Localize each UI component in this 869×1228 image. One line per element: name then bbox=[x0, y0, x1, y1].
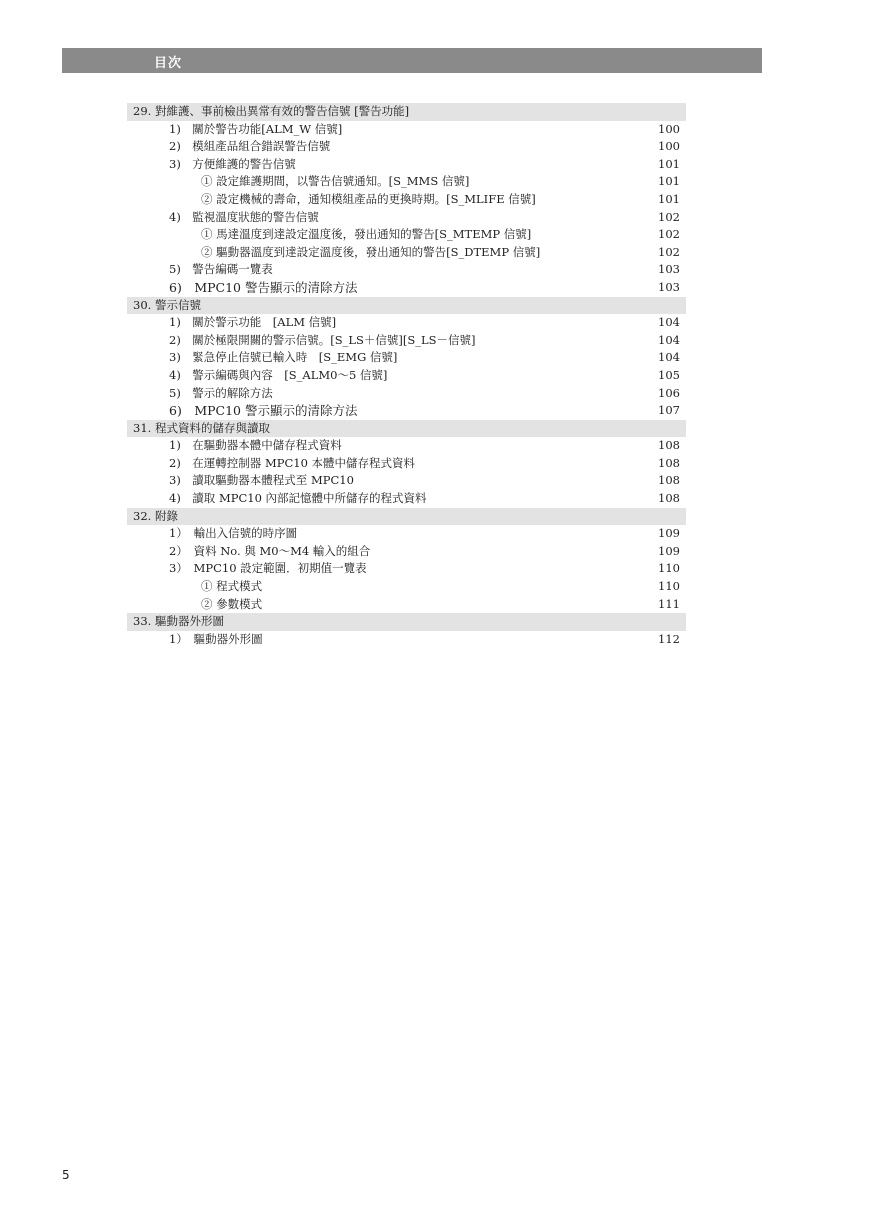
toc-entry-title: 1） 驅動器外形圖 bbox=[169, 631, 263, 646]
toc-entry-page: 108 bbox=[658, 455, 680, 470]
toc-entry-page: 110 bbox=[658, 579, 680, 594]
toc-entry-title: 1) 在驅動器本體中儲存程式資料 bbox=[169, 438, 342, 453]
toc-entry-title: 4) 警示編碼與內容 [S_ALM0～5 信號] bbox=[169, 367, 388, 382]
toc-entry-title: 3) 讀取驅動器本體程式至 MPC10 bbox=[169, 473, 354, 488]
toc-entry-title: ② 設定機械的壽命，通知模組產品的更換時期。[S_MLIFE 信號] bbox=[201, 191, 536, 206]
toc-entry[interactable] bbox=[127, 314, 686, 332]
toc-entry[interactable] bbox=[127, 261, 686, 279]
toc-entry-page: 104 bbox=[658, 350, 680, 365]
toc-section-heading[interactable]: 31. 程式資料的儲存與讀取 bbox=[127, 420, 686, 438]
toc-entry[interactable] bbox=[127, 631, 686, 649]
toc-entry-title: 1) 關於警告功能[ALM_W 信號] bbox=[169, 121, 343, 136]
toc-entry-title: 6) MPC10 警示顯示的清除方法 bbox=[169, 403, 358, 419]
toc-entry-page: 106 bbox=[658, 385, 680, 400]
toc-entry-page: 110 bbox=[658, 561, 680, 576]
toc-entry[interactable] bbox=[127, 472, 686, 490]
toc-entry[interactable] bbox=[127, 437, 686, 455]
toc-entry-title: 6) MPC10 警告顯示的清除方法 bbox=[169, 279, 358, 295]
toc-entry[interactable] bbox=[127, 173, 686, 191]
toc-entry-title: ② 參數模式 bbox=[201, 596, 263, 611]
toc-entry[interactable] bbox=[127, 226, 686, 244]
toc-entry[interactable] bbox=[127, 156, 686, 174]
toc-entry-title: 3) 緊急停止信號已輸入時 [S_EMG 信號] bbox=[169, 350, 398, 365]
toc-entry-page: 109 bbox=[658, 526, 680, 541]
table-of-contents bbox=[127, 103, 686, 648]
toc-entry[interactable] bbox=[127, 596, 686, 614]
toc-entry-title: 3） MPC10 設定範圍．初期值一覽表 bbox=[169, 561, 367, 576]
toc-entry[interactable] bbox=[127, 525, 686, 543]
toc-entry-page: 102 bbox=[658, 209, 680, 224]
toc-entry-title: 5) 警示的解除方法 bbox=[169, 385, 273, 400]
toc-entry-page: 100 bbox=[658, 121, 680, 136]
toc-entry[interactable] bbox=[127, 121, 686, 139]
toc-entry-page: 101 bbox=[658, 191, 680, 206]
toc-entry[interactable] bbox=[127, 385, 686, 403]
toc-entry-title: 5) 警告編碼一覽表 bbox=[169, 262, 273, 277]
toc-entry[interactable] bbox=[127, 455, 686, 473]
toc-entry-page: 108 bbox=[658, 438, 680, 453]
toc-entry-title: 2) 模組產品組合錯誤警告信號 bbox=[169, 139, 331, 154]
toc-entry-title: 4) 讀取 MPC10 內部記憶體中所儲存的程式資料 bbox=[169, 491, 427, 506]
toc-entry[interactable] bbox=[127, 578, 686, 596]
toc-entry-title: 4) 監視溫度狀態的警告信號 bbox=[169, 209, 319, 224]
toc-entry[interactable] bbox=[127, 402, 686, 420]
toc-section-heading[interactable]: 29. 對維護、事前檢出異常有效的警告信號 [警告功能] bbox=[127, 103, 686, 121]
toc-entry-title: 2） 資料 No. 與 M0～M4 輸入的組合 bbox=[169, 543, 371, 558]
toc-entry-title: 1) 關於警示功能 [ALM 信號] bbox=[169, 315, 337, 330]
toc-entry-title: 3) 方便維護的警告信號 bbox=[169, 156, 296, 171]
toc-entry-title: 2) 關於極限開關的警示信號。[S_LS＋信號][S_LS－信號] bbox=[169, 332, 476, 347]
toc-entry-page: 111 bbox=[658, 596, 680, 611]
toc-section-heading[interactable]: 33. 驅動器外形圖 bbox=[127, 613, 686, 631]
toc-entry[interactable] bbox=[127, 332, 686, 350]
toc-entry-page: 112 bbox=[658, 631, 680, 646]
toc-entry-title: ① 設定維護期間，以警告信號通知。[S_MMS 信號] bbox=[201, 174, 470, 189]
toc-entry[interactable] bbox=[127, 490, 686, 508]
toc-entry[interactable] bbox=[127, 279, 686, 297]
toc-entry-page: 105 bbox=[658, 367, 680, 382]
header-title: 目次 bbox=[154, 56, 183, 71]
toc-entry-page: 103 bbox=[658, 279, 680, 294]
toc-entry-page: 102 bbox=[658, 244, 680, 259]
toc-entry[interactable] bbox=[127, 367, 686, 385]
toc-entry-page: 108 bbox=[658, 491, 680, 506]
toc-entry[interactable] bbox=[127, 138, 686, 156]
toc-entry[interactable] bbox=[127, 543, 686, 561]
toc-entry-page: 103 bbox=[658, 262, 680, 277]
header-bar bbox=[62, 48, 762, 73]
toc-entry-page: 104 bbox=[658, 315, 680, 330]
toc-entry-page: 108 bbox=[658, 473, 680, 488]
toc-entry[interactable] bbox=[127, 191, 686, 209]
toc-entry-title: ② 驅動器溫度到達設定溫度後，發出通知的警告[S_DTEMP 信號] bbox=[201, 244, 541, 259]
toc-entry[interactable] bbox=[127, 349, 686, 367]
toc-entry-title: 2) 在運轉控制器 MPC10 本體中儲存程式資料 bbox=[169, 455, 416, 470]
toc-entry-page: 101 bbox=[658, 174, 680, 189]
toc-entry-title: ① 程式模式 bbox=[201, 579, 263, 594]
toc-entry-title: 1） 輸出入信號的時序圖 bbox=[169, 526, 298, 541]
toc-entry-page: 104 bbox=[658, 332, 680, 347]
toc-entry-page: 107 bbox=[658, 403, 680, 418]
toc-entry[interactable] bbox=[127, 560, 686, 578]
page-number: 5 bbox=[62, 1168, 70, 1182]
toc-entry-page: 109 bbox=[658, 543, 680, 558]
toc-entry[interactable] bbox=[127, 209, 686, 227]
toc-section-heading[interactable]: 30. 警示信號 bbox=[127, 297, 686, 315]
toc-entry-title: ① 馬達溫度到達設定溫度後，發出通知的警告[S_MTEMP 信號] bbox=[201, 227, 532, 242]
toc-entry-page: 100 bbox=[658, 139, 680, 154]
toc-section-heading[interactable]: 32. 附錄 bbox=[127, 508, 686, 526]
toc-entry-page: 102 bbox=[658, 227, 680, 242]
toc-entry-page: 101 bbox=[658, 156, 680, 171]
toc-entry[interactable] bbox=[127, 244, 686, 262]
